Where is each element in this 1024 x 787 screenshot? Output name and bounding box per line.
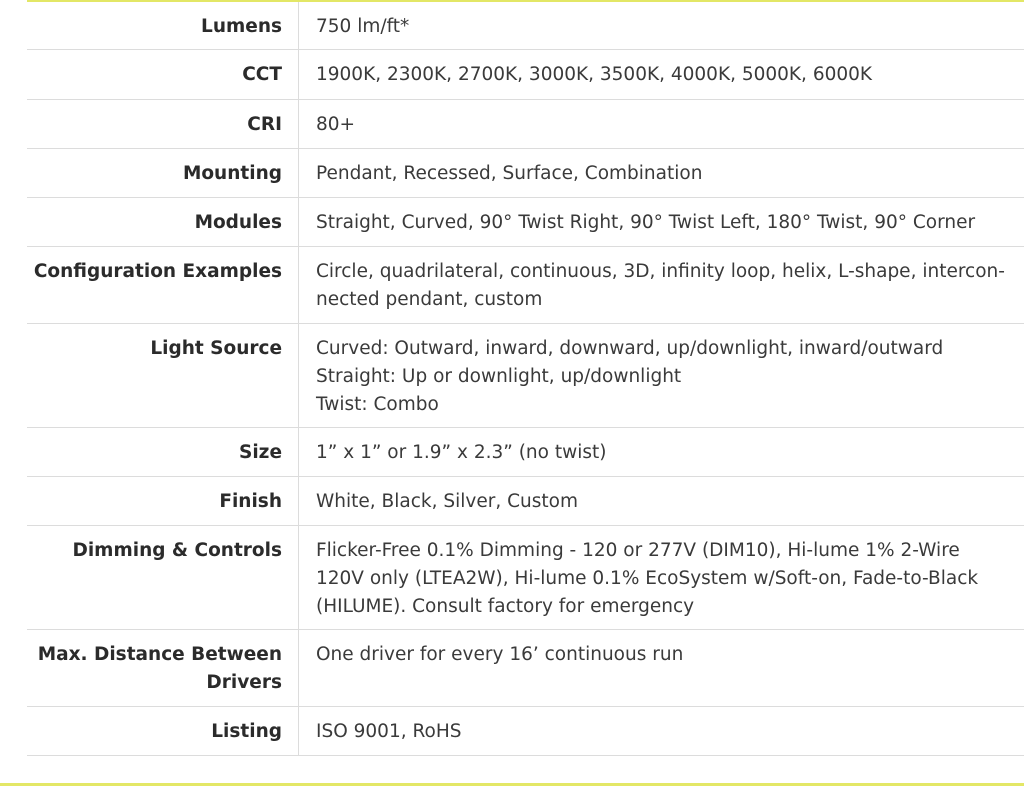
- spec-value-line: Twist: Combo: [316, 394, 439, 415]
- spec-value-line: 120V only (LTEA2W), Hi-lume 0.1% EcoSystem w/Soft-on, Fade-to-Black: [316, 568, 979, 589]
- spec-row-listing: [27, 707, 1024, 756]
- spec-label-cri: CRI: [27, 100, 299, 148]
- spec-value-line: Flicker-Free 0.1% Dimming - 120 or 277V (DIM10), Hi-lume 1% 2-Wire: [316, 540, 960, 561]
- spec-value-line: White, Black, Silver, Custom: [316, 491, 578, 512]
- spec-row-dimming-controls: [27, 526, 1024, 630]
- spec-label-size: Size: [27, 428, 299, 476]
- spec-value-light-source: [299, 324, 1024, 427]
- spec-row-light-source: [27, 324, 1024, 428]
- spec-value-line: Pendant, Recessed, Surface, Combination: [316, 163, 703, 184]
- spec-value-max-distance: [299, 630, 1024, 706]
- spec-value-cri: [299, 100, 1024, 148]
- spec-label-finish: Finish: [27, 477, 299, 525]
- spec-value-line: Straight: Up or downlight, up/downlight: [316, 366, 682, 387]
- spec-value-dimming-controls: [299, 526, 1024, 629]
- spec-value-line: Straight, Curved, 90° Twist Right, 90° Twist Left, 180° Twist, 90° Corner: [316, 212, 976, 233]
- spec-label-light-source: Light Source: [27, 324, 299, 427]
- spec-row-cct: [27, 50, 1024, 100]
- spec-value-modules: [299, 198, 1024, 246]
- spec-table: [27, 2, 1024, 756]
- spec-value-line: 1” x 1” or 1.9” x 2.3” (no twist): [316, 442, 607, 463]
- spec-row-max-distance: [27, 630, 1024, 707]
- spec-value-finish: [299, 477, 1024, 525]
- spec-value-lumens: [299, 2, 1024, 49]
- spec-value-line: nected pendant, custom: [316, 289, 543, 310]
- spec-value-line: One driver for every 16’ continuous run: [316, 644, 684, 665]
- spec-row-mounting: [27, 149, 1024, 198]
- spec-label-cct: CCT: [27, 50, 299, 99]
- spec-row-lumens: [27, 2, 1024, 50]
- spec-row-finish: [27, 477, 1024, 526]
- spec-label-lumens: Lumens: [27, 2, 299, 49]
- bottom-accent-rule: [0, 783, 1024, 786]
- spec-value-line: 750 lm/ft*: [316, 16, 410, 37]
- spec-value-line: 80+: [316, 114, 356, 135]
- spec-row-modules: [27, 198, 1024, 247]
- spec-label-configuration-examples: Configuration Examples: [27, 247, 299, 323]
- spec-value-line: Curved: Outward, inward, downward, up/downlight, inward/outward: [316, 338, 944, 359]
- spec-label-mounting: Mounting: [27, 149, 299, 197]
- spec-value-line: 1900K, 2300K, 2700K, 3000K, 3500K, 4000K, 5000K, 6000K: [316, 64, 873, 85]
- spec-label-dimming-controls: Dimming & Controls: [27, 526, 299, 629]
- spec-value-mounting: [299, 149, 1024, 197]
- spec-value-line: (HILUME). Consult factory for emergency: [316, 596, 695, 617]
- spec-value-cct: [299, 50, 1024, 99]
- spec-row-cri: [27, 100, 1024, 149]
- spec-value-line: Circle, quadrilateral, continuous, 3D, infinity loop, helix, L-shape, intercon-: [316, 261, 1005, 282]
- spec-row-configuration-examples: [27, 247, 1024, 324]
- spec-value-line: ISO 9001, RoHS: [316, 721, 462, 742]
- spec-row-size: [27, 428, 1024, 477]
- spec-label-modules: Modules: [27, 198, 299, 246]
- spec-value-size: [299, 428, 1024, 476]
- spec-value-configuration-examples: [299, 247, 1024, 323]
- spec-value-listing: [299, 707, 1024, 755]
- spec-label-max-distance: Max. Distance Between Drivers: [27, 630, 299, 706]
- spec-label-listing: Listing: [27, 707, 299, 755]
